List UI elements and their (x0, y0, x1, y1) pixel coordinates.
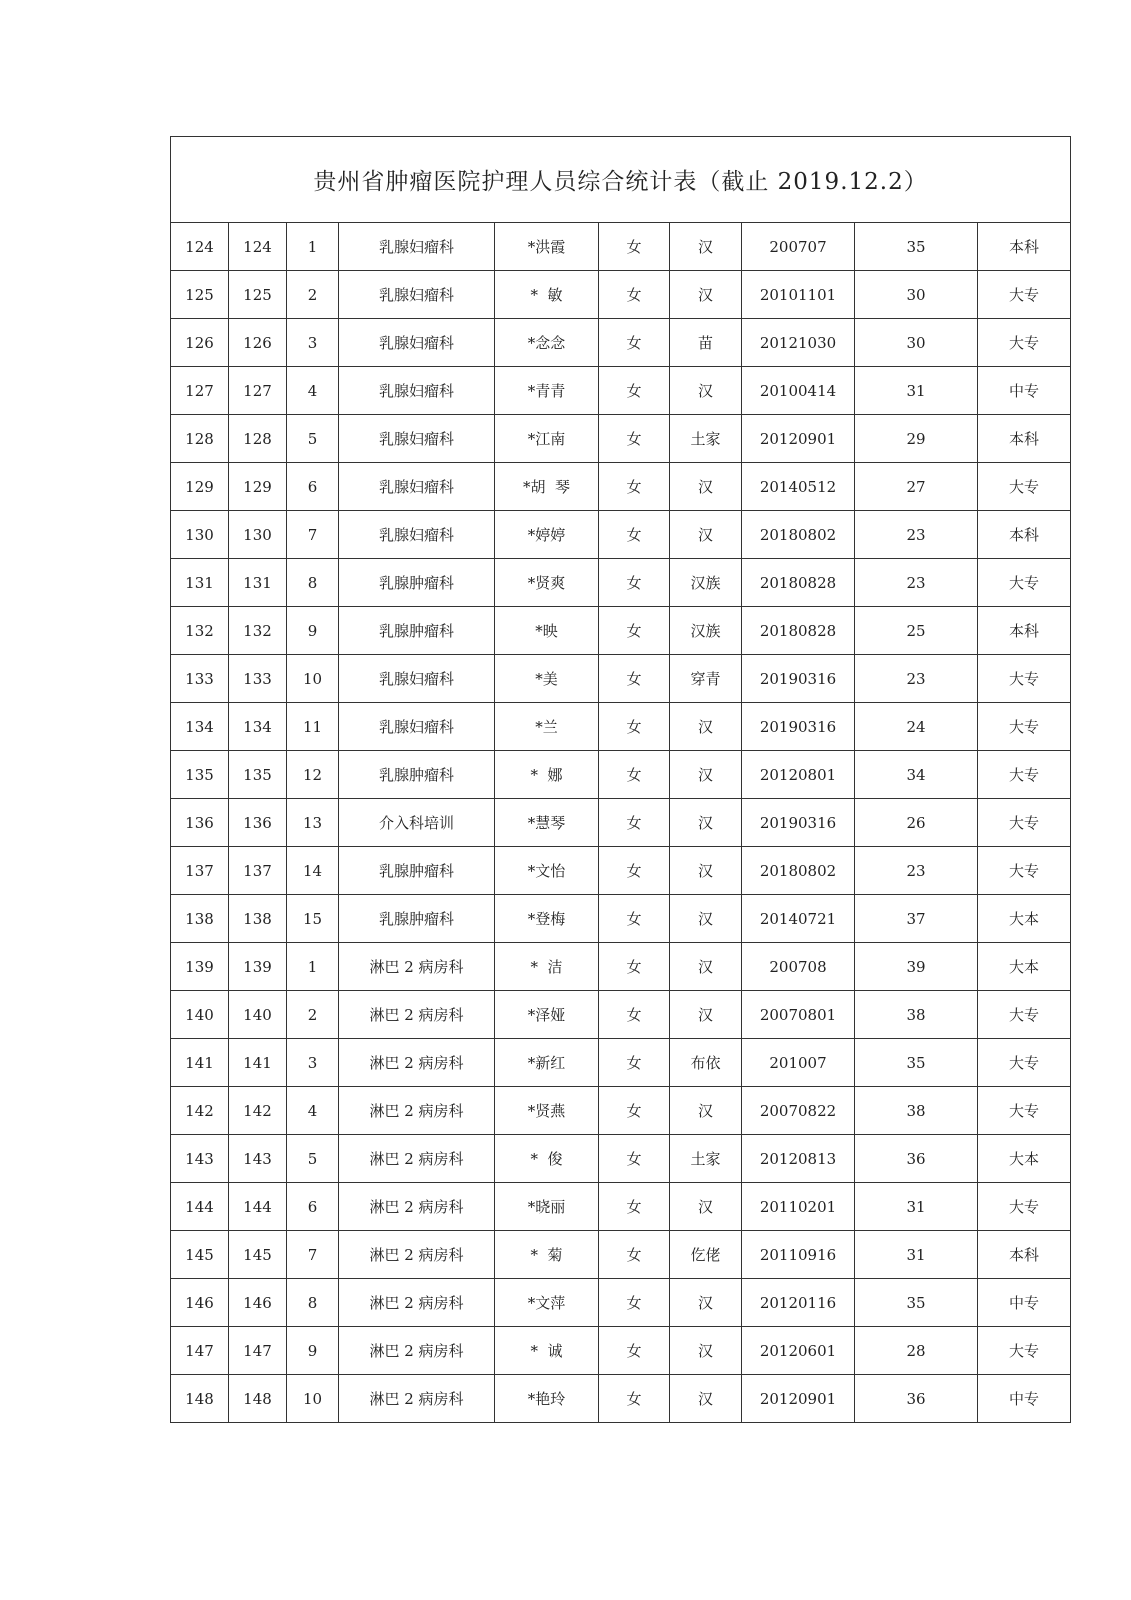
dept-seq-cell: 11 (287, 703, 339, 751)
dept-seq-cell: 9 (287, 1327, 339, 1375)
dept-seq-cell: 5 (287, 415, 339, 463)
table-row (171, 319, 1071, 367)
age-cell: 27 (855, 463, 978, 511)
start-date-cell: 20120601 (742, 1327, 855, 1375)
dept-seq-cell: 1 (287, 223, 339, 271)
serial-no-cell: 147 (171, 1327, 229, 1375)
education-cell: 中专 (978, 1279, 1071, 1327)
table-row (171, 1279, 1071, 1327)
table-row (171, 1375, 1071, 1423)
dept-seq-cell: 5 (287, 1135, 339, 1183)
serial-no-cell: 124 (171, 223, 229, 271)
serial-no-cell: 136 (171, 799, 229, 847)
ethnicity-cell: 汉 (670, 895, 742, 943)
name-cell: * 俊 (495, 1135, 599, 1183)
start-date-cell: 20180828 (742, 559, 855, 607)
name-cell: *映 (495, 607, 599, 655)
serial-no-cell: 148 (171, 1375, 229, 1423)
education-cell: 大专 (978, 463, 1071, 511)
gender-cell: 女 (599, 943, 670, 991)
table-row (171, 847, 1071, 895)
table-row (171, 1135, 1071, 1183)
gender-cell: 女 (599, 703, 670, 751)
dept-seq-cell: 4 (287, 1087, 339, 1135)
start-date-cell: 20190316 (742, 655, 855, 703)
serial-no-cell: 137 (171, 847, 229, 895)
start-date-cell: 20110916 (742, 1231, 855, 1279)
serial-no-cell: 140 (171, 991, 229, 1039)
education-cell: 大专 (978, 799, 1071, 847)
age-cell: 31 (855, 1183, 978, 1231)
table-row (171, 511, 1071, 559)
serial-no-cell: 126 (171, 319, 229, 367)
serial-no-cell: 135 (171, 751, 229, 799)
education-cell: 本科 (978, 511, 1071, 559)
gender-cell: 女 (599, 415, 670, 463)
ethnicity-cell: 汉 (670, 1183, 742, 1231)
age-cell: 28 (855, 1327, 978, 1375)
name-cell: *美 (495, 655, 599, 703)
education-cell: 大专 (978, 991, 1071, 1039)
dept-seq-cell: 9 (287, 607, 339, 655)
department-cell: 淋巴 2 病房科 (339, 943, 495, 991)
index-no-cell: 137 (229, 847, 287, 895)
dept-seq-cell: 7 (287, 511, 339, 559)
department-cell: 乳腺妇瘤科 (339, 463, 495, 511)
start-date-cell: 200707 (742, 223, 855, 271)
name-cell: *贤爽 (495, 559, 599, 607)
serial-no-cell: 131 (171, 559, 229, 607)
department-cell: 乳腺肿瘤科 (339, 895, 495, 943)
start-date-cell: 20100414 (742, 367, 855, 415)
gender-cell: 女 (599, 367, 670, 415)
table-body (171, 223, 1071, 1423)
department-cell: 乳腺妇瘤科 (339, 415, 495, 463)
department-cell: 乳腺妇瘤科 (339, 319, 495, 367)
serial-no-cell: 127 (171, 367, 229, 415)
education-cell: 大专 (978, 1183, 1071, 1231)
gender-cell: 女 (599, 511, 670, 559)
table-row (171, 1039, 1071, 1087)
age-cell: 23 (855, 847, 978, 895)
index-no-cell: 139 (229, 943, 287, 991)
dept-seq-cell: 8 (287, 559, 339, 607)
education-cell: 大专 (978, 1039, 1071, 1087)
age-cell: 24 (855, 703, 978, 751)
table-row (171, 463, 1071, 511)
age-cell: 31 (855, 1231, 978, 1279)
start-date-cell: 20180828 (742, 607, 855, 655)
dept-seq-cell: 15 (287, 895, 339, 943)
serial-no-cell: 144 (171, 1183, 229, 1231)
education-cell: 大专 (978, 847, 1071, 895)
ethnicity-cell: 汉 (670, 463, 742, 511)
education-cell: 本科 (978, 1231, 1071, 1279)
gender-cell: 女 (599, 463, 670, 511)
education-cell: 中专 (978, 367, 1071, 415)
index-no-cell: 124 (229, 223, 287, 271)
department-cell: 乳腺妇瘤科 (339, 367, 495, 415)
department-cell: 淋巴 2 病房科 (339, 1279, 495, 1327)
ethnicity-cell: 汉 (670, 511, 742, 559)
name-cell: *兰 (495, 703, 599, 751)
dept-seq-cell: 12 (287, 751, 339, 799)
gender-cell: 女 (599, 847, 670, 895)
name-cell: * 娜 (495, 751, 599, 799)
index-no-cell: 127 (229, 367, 287, 415)
table-row (171, 751, 1071, 799)
department-cell: 淋巴 2 病房科 (339, 991, 495, 1039)
ethnicity-cell: 土家 (670, 415, 742, 463)
gender-cell: 女 (599, 1039, 670, 1087)
age-cell: 23 (855, 655, 978, 703)
ethnicity-cell: 汉 (670, 703, 742, 751)
index-no-cell: 135 (229, 751, 287, 799)
dept-seq-cell: 6 (287, 1183, 339, 1231)
start-date-cell: 20120116 (742, 1279, 855, 1327)
ethnicity-cell: 汉族 (670, 607, 742, 655)
serial-no-cell: 129 (171, 463, 229, 511)
education-cell: 大专 (978, 559, 1071, 607)
index-no-cell: 146 (229, 1279, 287, 1327)
start-date-cell: 20120901 (742, 415, 855, 463)
age-cell: 38 (855, 991, 978, 1039)
index-no-cell: 145 (229, 1231, 287, 1279)
dept-seq-cell: 3 (287, 319, 339, 367)
serial-no-cell: 139 (171, 943, 229, 991)
serial-no-cell: 132 (171, 607, 229, 655)
ethnicity-cell: 汉 (670, 751, 742, 799)
age-cell: 30 (855, 319, 978, 367)
gender-cell: 女 (599, 1279, 670, 1327)
department-cell: 淋巴 2 病房科 (339, 1375, 495, 1423)
index-no-cell: 128 (229, 415, 287, 463)
education-cell: 大本 (978, 1135, 1071, 1183)
table-row (171, 367, 1071, 415)
name-cell: *艳玲 (495, 1375, 599, 1423)
start-date-cell: 20101101 (742, 271, 855, 319)
education-cell: 大专 (978, 655, 1071, 703)
education-cell: 本科 (978, 223, 1071, 271)
index-no-cell: 141 (229, 1039, 287, 1087)
name-cell: * 洁 (495, 943, 599, 991)
department-cell: 淋巴 2 病房科 (339, 1183, 495, 1231)
table-row (171, 655, 1071, 703)
index-no-cell: 131 (229, 559, 287, 607)
name-cell: *晓丽 (495, 1183, 599, 1231)
start-date-cell: 20140512 (742, 463, 855, 511)
age-cell: 34 (855, 751, 978, 799)
gender-cell: 女 (599, 1231, 670, 1279)
serial-no-cell: 145 (171, 1231, 229, 1279)
start-date-cell: 200708 (742, 943, 855, 991)
index-no-cell: 143 (229, 1135, 287, 1183)
department-cell: 淋巴 2 病房科 (339, 1039, 495, 1087)
index-no-cell: 129 (229, 463, 287, 511)
ethnicity-cell: 汉 (670, 1279, 742, 1327)
table-row (171, 991, 1071, 1039)
education-cell: 大专 (978, 703, 1071, 751)
dept-seq-cell: 10 (287, 1375, 339, 1423)
name-cell: *念念 (495, 319, 599, 367)
start-date-cell: 20120901 (742, 1375, 855, 1423)
age-cell: 39 (855, 943, 978, 991)
dept-seq-cell: 13 (287, 799, 339, 847)
start-date-cell: 20190316 (742, 703, 855, 751)
department-cell: 淋巴 2 病房科 (339, 1231, 495, 1279)
department-cell: 乳腺妇瘤科 (339, 703, 495, 751)
ethnicity-cell: 苗 (670, 319, 742, 367)
document-title: 贵州省肿瘤医院护理人员综合统计表（截止 2019.12.2） (171, 137, 1071, 223)
dept-seq-cell: 3 (287, 1039, 339, 1087)
ethnicity-cell: 布依 (670, 1039, 742, 1087)
education-cell: 大专 (978, 271, 1071, 319)
ethnicity-cell: 汉 (670, 1375, 742, 1423)
serial-no-cell: 141 (171, 1039, 229, 1087)
table-row (171, 559, 1071, 607)
name-cell: *文萍 (495, 1279, 599, 1327)
serial-no-cell: 134 (171, 703, 229, 751)
name-cell: *青青 (495, 367, 599, 415)
start-date-cell: 20070822 (742, 1087, 855, 1135)
serial-no-cell: 128 (171, 415, 229, 463)
education-cell: 大专 (978, 1087, 1071, 1135)
education-cell: 大专 (978, 1327, 1071, 1375)
age-cell: 23 (855, 511, 978, 559)
department-cell: 乳腺肿瘤科 (339, 751, 495, 799)
dept-seq-cell: 4 (287, 367, 339, 415)
education-cell: 中专 (978, 1375, 1071, 1423)
ethnicity-cell: 汉 (670, 943, 742, 991)
name-cell: *婷婷 (495, 511, 599, 559)
gender-cell: 女 (599, 655, 670, 703)
name-cell: *贤燕 (495, 1087, 599, 1135)
department-cell: 乳腺肿瘤科 (339, 607, 495, 655)
ethnicity-cell: 汉 (670, 1087, 742, 1135)
dept-seq-cell: 1 (287, 943, 339, 991)
serial-no-cell: 143 (171, 1135, 229, 1183)
education-cell: 大专 (978, 751, 1071, 799)
serial-no-cell: 142 (171, 1087, 229, 1135)
department-cell: 乳腺肿瘤科 (339, 559, 495, 607)
start-date-cell: 20121030 (742, 319, 855, 367)
gender-cell: 女 (599, 991, 670, 1039)
department-cell: 淋巴 2 病房科 (339, 1327, 495, 1375)
start-date-cell: 20190316 (742, 799, 855, 847)
department-cell: 乳腺妇瘤科 (339, 655, 495, 703)
ethnicity-cell: 汉 (670, 367, 742, 415)
name-cell: *登梅 (495, 895, 599, 943)
name-cell: *文怡 (495, 847, 599, 895)
gender-cell: 女 (599, 319, 670, 367)
name-cell: * 诚 (495, 1327, 599, 1375)
dept-seq-cell: 7 (287, 1231, 339, 1279)
index-no-cell: 142 (229, 1087, 287, 1135)
dept-seq-cell: 2 (287, 991, 339, 1039)
start-date-cell: 20140721 (742, 895, 855, 943)
index-no-cell: 125 (229, 271, 287, 319)
department-cell: 淋巴 2 病房科 (339, 1135, 495, 1183)
age-cell: 23 (855, 559, 978, 607)
index-no-cell: 138 (229, 895, 287, 943)
serial-no-cell: 138 (171, 895, 229, 943)
table-row (171, 943, 1071, 991)
start-date-cell: 20110201 (742, 1183, 855, 1231)
dept-seq-cell: 10 (287, 655, 339, 703)
age-cell: 35 (855, 223, 978, 271)
name-cell: * 菊 (495, 1231, 599, 1279)
ethnicity-cell: 汉 (670, 1327, 742, 1375)
table-row (171, 703, 1071, 751)
name-cell: *江南 (495, 415, 599, 463)
education-cell: 大专 (978, 319, 1071, 367)
gender-cell: 女 (599, 799, 670, 847)
age-cell: 35 (855, 1039, 978, 1087)
table-row (171, 607, 1071, 655)
age-cell: 31 (855, 367, 978, 415)
index-no-cell: 134 (229, 703, 287, 751)
gender-cell: 女 (599, 1135, 670, 1183)
gender-cell: 女 (599, 751, 670, 799)
name-cell: *胡 琴 (495, 463, 599, 511)
name-cell: *洪霞 (495, 223, 599, 271)
index-no-cell: 147 (229, 1327, 287, 1375)
department-cell: 乳腺肿瘤科 (339, 847, 495, 895)
gender-cell: 女 (599, 895, 670, 943)
education-cell: 大本 (978, 943, 1071, 991)
ethnicity-cell: 仡佬 (670, 1231, 742, 1279)
department-cell: 乳腺妇瘤科 (339, 511, 495, 559)
table-row (171, 799, 1071, 847)
gender-cell: 女 (599, 559, 670, 607)
department-cell: 乳腺妇瘤科 (339, 223, 495, 271)
index-no-cell: 130 (229, 511, 287, 559)
table-row (171, 1231, 1071, 1279)
gender-cell: 女 (599, 1327, 670, 1375)
index-no-cell: 133 (229, 655, 287, 703)
index-no-cell: 136 (229, 799, 287, 847)
name-cell: *新红 (495, 1039, 599, 1087)
ethnicity-cell: 汉 (670, 271, 742, 319)
education-cell: 本科 (978, 415, 1071, 463)
start-date-cell: 20180802 (742, 847, 855, 895)
index-no-cell: 148 (229, 1375, 287, 1423)
serial-no-cell: 133 (171, 655, 229, 703)
ethnicity-cell: 汉 (670, 223, 742, 271)
start-date-cell: 20070801 (742, 991, 855, 1039)
start-date-cell: 20180802 (742, 511, 855, 559)
serial-no-cell: 146 (171, 1279, 229, 1327)
table-row (171, 1327, 1071, 1375)
index-no-cell: 144 (229, 1183, 287, 1231)
start-date-cell: 201007 (742, 1039, 855, 1087)
education-cell: 本科 (978, 607, 1071, 655)
ethnicity-cell: 汉 (670, 847, 742, 895)
start-date-cell: 20120801 (742, 751, 855, 799)
department-cell: 介入科培训 (339, 799, 495, 847)
dept-seq-cell: 8 (287, 1279, 339, 1327)
age-cell: 25 (855, 607, 978, 655)
department-cell: 淋巴 2 病房科 (339, 1087, 495, 1135)
ethnicity-cell: 穿青 (670, 655, 742, 703)
age-cell: 36 (855, 1375, 978, 1423)
dept-seq-cell: 14 (287, 847, 339, 895)
age-cell: 26 (855, 799, 978, 847)
staff-statistics-table (170, 136, 1071, 1423)
name-cell: *泽娅 (495, 991, 599, 1039)
table-row (171, 223, 1071, 271)
table-row (171, 1183, 1071, 1231)
dept-seq-cell: 6 (287, 463, 339, 511)
ethnicity-cell: 土家 (670, 1135, 742, 1183)
name-cell: *慧琴 (495, 799, 599, 847)
age-cell: 37 (855, 895, 978, 943)
gender-cell: 女 (599, 271, 670, 319)
gender-cell: 女 (599, 1183, 670, 1231)
gender-cell: 女 (599, 223, 670, 271)
age-cell: 38 (855, 1087, 978, 1135)
start-date-cell: 20120813 (742, 1135, 855, 1183)
gender-cell: 女 (599, 1375, 670, 1423)
age-cell: 36 (855, 1135, 978, 1183)
education-cell: 大本 (978, 895, 1071, 943)
index-no-cell: 126 (229, 319, 287, 367)
department-cell: 乳腺妇瘤科 (339, 271, 495, 319)
name-cell: * 敏 (495, 271, 599, 319)
table-row (171, 1087, 1071, 1135)
table-row (171, 895, 1071, 943)
index-no-cell: 132 (229, 607, 287, 655)
dept-seq-cell: 2 (287, 271, 339, 319)
age-cell: 35 (855, 1279, 978, 1327)
table-row (171, 415, 1071, 463)
ethnicity-cell: 汉族 (670, 559, 742, 607)
age-cell: 29 (855, 415, 978, 463)
table-row (171, 271, 1071, 319)
serial-no-cell: 130 (171, 511, 229, 559)
age-cell: 30 (855, 271, 978, 319)
gender-cell: 女 (599, 607, 670, 655)
gender-cell: 女 (599, 1087, 670, 1135)
serial-no-cell: 125 (171, 271, 229, 319)
title-row (171, 137, 1071, 223)
index-no-cell: 140 (229, 991, 287, 1039)
ethnicity-cell: 汉 (670, 991, 742, 1039)
ethnicity-cell: 汉 (670, 799, 742, 847)
